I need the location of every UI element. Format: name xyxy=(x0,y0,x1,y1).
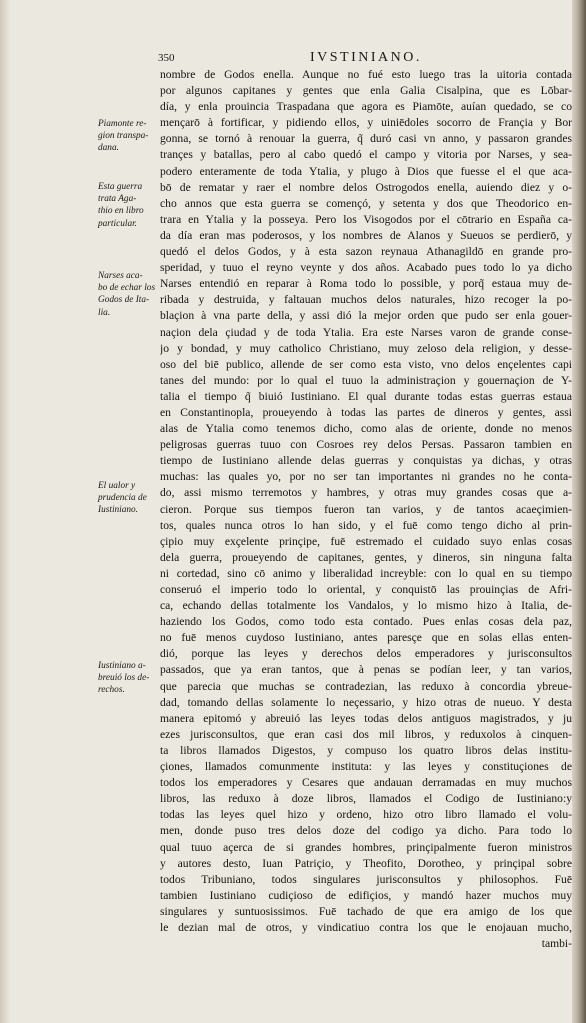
body-line: y autores desto, Iuan Patriçio, y Theofito, Dorotheo, y prinçipal sobre xyxy=(160,856,572,870)
body-line: día, y enla prouincia Traspadana que agora es Piamōte, auían quedado, se co xyxy=(160,100,572,114)
body-line: do, assi mismo terremotos y hambres, y otras muy grandes cosas que a- xyxy=(160,486,572,500)
body-line: libros, las reduxo à doze libros, llamados el Codigo de Iustiniano:y xyxy=(160,792,572,806)
gutter-shadow xyxy=(0,0,10,1023)
body-line: oso del biē publico, allende de ser como esta visto, vno delos ençelentes capi xyxy=(160,357,572,371)
margin-note-line: dana. xyxy=(98,143,119,154)
margin-note-line: Esta guerra xyxy=(98,182,143,192)
margin-note-line: Godos de Ita- xyxy=(98,295,150,306)
body-line: jo y bondad, y muy catholico Christiano, muy zeloso dela religion, y desse- xyxy=(160,341,572,355)
margin-note-piamonte xyxy=(98,118,162,155)
body-line: qual tuuo açerca de si grandes hombres, prinçipalmente fueron ministros xyxy=(160,840,572,854)
margin-note-line: Narses aca- xyxy=(98,271,143,281)
body-line: gonna, se tornó à renouar la guerra, q̃ duró casi vn anno, y passaron grandes xyxy=(160,132,572,146)
body-line: todas las leyes quel hizo y ordeno, hizo otro libro llamado el volu- xyxy=(160,808,572,822)
body-text xyxy=(160,67,572,952)
body-line: muchas: las quales yo, por no ser tan importantes ni grandes no he conta- xyxy=(160,470,572,484)
body-line: tos, quales nunca otros lo han sido, y el fuē como tengo dicho al prin- xyxy=(160,518,572,532)
margin-note-line: Iustiniano. xyxy=(98,505,139,516)
body-line: mençarō à fortificar, y pidiendo ellos, y uiniēdoles socorro de Françia y Bor xyxy=(160,116,572,130)
margin-note-line: thio en libro xyxy=(98,206,144,217)
margin-note-line: trata Aga- xyxy=(98,194,137,205)
body-line: quedó el delos Godos, y à esta sazon reynaua Athanagildō en grande pro- xyxy=(160,245,572,259)
body-line: ribada y destruida, y faltauan muchos delos naturales, hizo recoger la po- xyxy=(160,293,572,307)
body-line: tambien Iustiniano cudiçioso de edifiçios, y mandó hazer muchos muy xyxy=(160,888,572,902)
body-line: men, donde puso tres delos doze del codigo ya dicho. Para todo lo xyxy=(160,824,572,838)
body-line: tanes del mundo: por lo qual el tuuo la administraçion y gouernaçion de Y- xyxy=(160,373,572,387)
body-line: que parecia que muchas se contradezian, las reduxo à concordia ybreue- xyxy=(160,679,572,693)
page-edge xyxy=(572,0,586,1023)
body-line: tiempo de Iustiniano allende delas guerras y conquistas ya dichas, y otras xyxy=(160,454,572,468)
body-line: trançes y batallas, pero al cabo quedó el campo y vitoria por Narses, y sea- xyxy=(160,148,572,162)
body-line: dela guerra, proueyendo de capitanes, gentes, y dineros, sin ninguna falta xyxy=(160,550,572,564)
body-line: talia el tiempo q̃ biuió Iustiniano. El qual durante todas estas guerras estaua xyxy=(160,389,572,403)
body-line: passados, que ya eran tantos, que à penas se podían leer, y tan varios, xyxy=(160,663,572,677)
running-head: IVSTINIANO. xyxy=(310,50,422,65)
body-line: nombre de Godos enella. Aunque no fué esto luego tras la uitoria contada xyxy=(160,68,572,81)
margin-note-line: prudencia de xyxy=(98,493,147,504)
margin-note-line: Piamonte re- xyxy=(98,119,147,129)
body-line: naçion dela çiudad y de toda Ytalia. Era este Narses varon de grande conse- xyxy=(160,325,572,339)
page-number: 350 xyxy=(158,52,175,64)
body-line: dió, porque las leyes y derechos delos emperadores y jurisconsultos xyxy=(160,647,572,661)
body-line: çipio muy exçelente prinçipe, fuē estremado el cuidado suyo enlas cosas xyxy=(160,534,572,548)
body-line: singulares y suntuosissimos. Fuē tachado de que era amigo de los que xyxy=(160,904,572,918)
margin-note-derechos xyxy=(98,660,162,697)
body-line: Narses entendió en reparar à Roma todo lo possible, y porq̃ estaua muy de- xyxy=(160,277,572,291)
body-line: por algunos capitanes y gentes que enla Galia Cisalpina, que es Lōbar- xyxy=(160,84,572,98)
margin-note-line: gion transpa- xyxy=(98,131,149,142)
body-line: le dezian mal de otros, y vindicatiuo contra los que le enojauan mucho, xyxy=(160,920,572,934)
body-line: manera epitomó y abreuió las leyes todas delos antiguos magistrados, y ju xyxy=(160,711,572,725)
body-line: en Constantinopla, proueyendo à todas las partes de dineros y gentes, assi xyxy=(160,405,572,419)
margin-note-line: rechos. xyxy=(98,685,125,696)
body-line: da día eran mas poderosos, y los nombres de Alanos y Sueuos se perdierō, y xyxy=(160,228,572,242)
body-line: ca, echando dellas totalmente los Vandalos, y lo mismo hizo à Italia, de- xyxy=(160,599,572,613)
margin-note-line: bo de echar los xyxy=(98,283,156,294)
margin-note-narses xyxy=(98,270,162,319)
body-line: podero enteramente de toda Ytalia, y plugo à Dios que fuesse el el que aca- xyxy=(160,164,572,178)
body-line: cho annos que esta guerra se començó, y setenta y dos que Theodorico en- xyxy=(160,196,572,210)
body-line: ezes jurisconsultos, que eran casi dos mil libros, y reduxolos à cinquen- xyxy=(160,727,572,741)
body-line: blaçion à vna parte della, y assi dió la mejor orden que pudo ser enla gouer- xyxy=(160,309,572,323)
margin-note-line: particular. xyxy=(98,218,137,229)
margin-note-line: El ualor y xyxy=(98,481,136,491)
body-line: todos Tribuniano, todos singulares jurisconsultos y philosophos. Fuē xyxy=(160,872,572,886)
margin-note-ualor xyxy=(98,480,162,517)
body-line: cieron. Porque sus tiempos fueron tan varios, y de tantos acaeçimien- xyxy=(160,502,572,516)
body-line: tambi- xyxy=(541,937,572,951)
body-line: bō de rematar y raer el nombre delos Ostrogodos enella, auiendo diez y o- xyxy=(160,180,572,194)
body-line: dad, tomando dellas solamente lo neçessario, y hizo otras de nueuo. Y desta xyxy=(160,695,572,709)
body-line: no fuē menos cuydoso Iustiniano, antes paresçe que en solas ellas enten- xyxy=(160,631,572,645)
body-line: trara en Ytalia y la posseya. Pero los Visogodos por el cōtrario en España ca- xyxy=(160,212,572,226)
body-line: alas de Ytalia como tenemos dicho, como alas de oriente, donde no menos xyxy=(160,422,572,436)
body-line: conseruó el imperio todo lo oriental, y conquistō las prouinçias de Afri- xyxy=(160,583,572,596)
body-line: çiones, llamados comunmente instituta: y las leyes y constituçiones de xyxy=(160,760,572,774)
body-line: todos los emperadores y Cesares que andauan derramadas en muy muchos xyxy=(160,776,572,790)
margin-note-line: lia. xyxy=(98,307,111,318)
body-line: ni cortedad, sino cō animo y liberalidad increyble: con lo qual en su tiempo xyxy=(160,566,572,580)
margin-note-line: breuió los de- xyxy=(98,673,150,684)
body-line: ta libros llamados Digestos, y compuso los quatro libros delas institu- xyxy=(160,743,572,757)
margin-note-agathio xyxy=(98,181,162,230)
body-line: peligrosas guerras tuuo con Cosroes rey delos Persas. Passaron tambien en xyxy=(160,438,572,452)
body-line: speridad, y tuuo el reyno veynte y dos años. Acabado pues todo lo ya dicho xyxy=(160,261,572,275)
margin-note-line: Iustiniano a- xyxy=(98,661,146,671)
body-line: haziendo los Godos, como todo esta contado. Pues enlas cosas dela paz, xyxy=(160,615,572,629)
